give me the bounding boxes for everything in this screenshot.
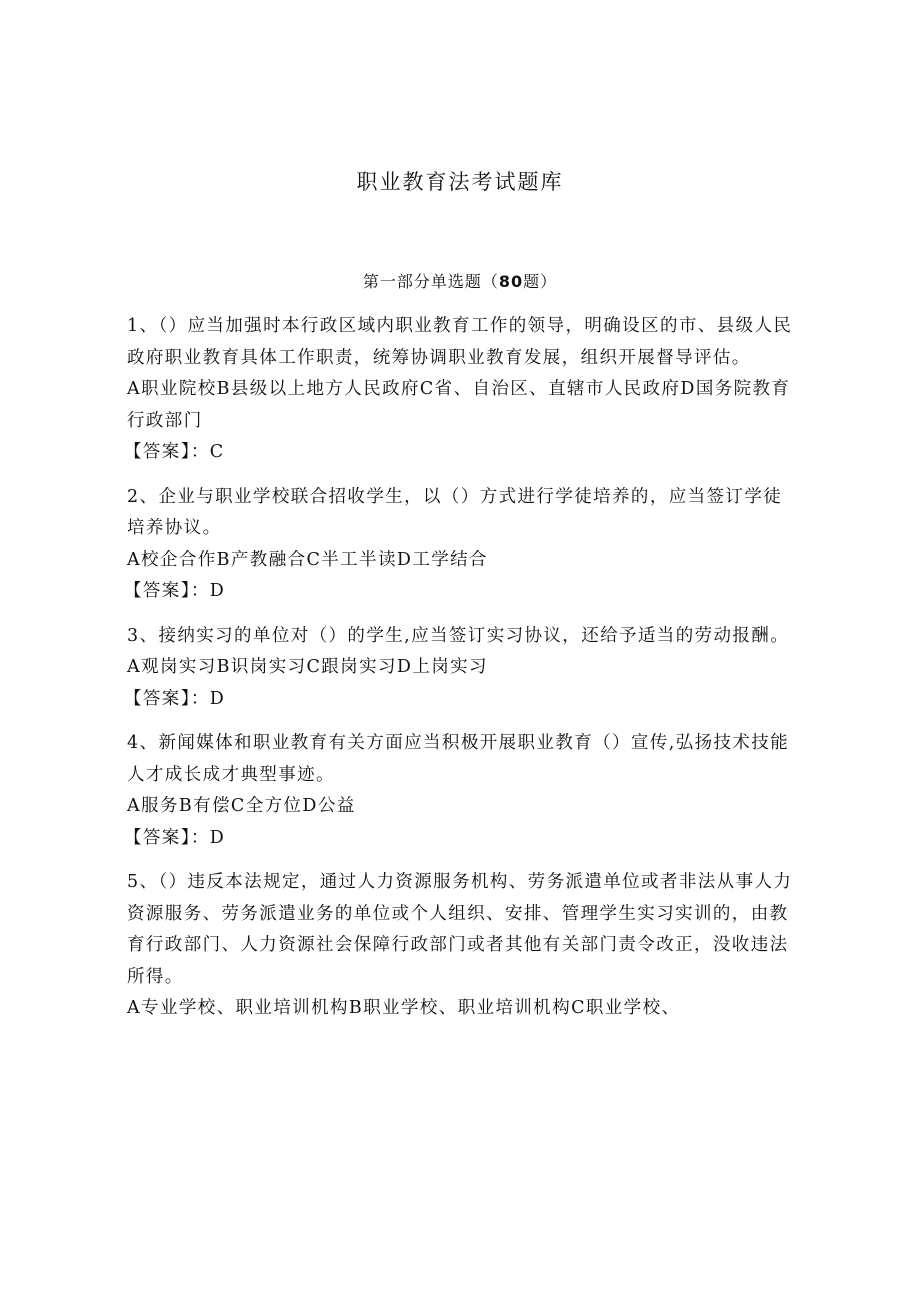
document-title: 职业教育法考试题库 — [356, 170, 564, 194]
answer-label: 【答案】： — [124, 688, 210, 709]
answer-label: 【答案】： — [124, 442, 210, 462]
question-2 — [124, 482, 797, 608]
question-number: 1、 — [127, 316, 159, 336]
question-text — [127, 621, 797, 653]
question-5 — [127, 867, 797, 1025]
question-1 — [124, 311, 797, 469]
question-answer — [124, 684, 797, 716]
question-4 — [124, 728, 797, 854]
question-text — [127, 482, 797, 545]
question-options: A观岗实习B识岗实习C跟岗实习D上岗实习 — [127, 657, 488, 677]
answer-value: C — [209, 442, 225, 462]
question-text — [127, 311, 797, 374]
section-heading — [0, 268, 920, 296]
question-list — [124, 311, 797, 1038]
question-3 — [124, 621, 797, 716]
question-stem: （）违反本法规定，通过人力资源服务机构、劳务派遣单位或者非法从事人力资源服务、劳务派遣业务的单位或个人组织、安排、管理学生实习实训的，由教育行政部门、人力资源社会保障行政部门或者其他有关部门责令改正，没收违法所得。 — [127, 872, 793, 987]
answer-label: 【答案】： — [124, 581, 210, 601]
question-options: A职业院校B县级以上地方人民政府C省、自治区、直辖市人民政府D国务院教育行政部门 — [127, 379, 791, 431]
question-number: 5、 — [127, 872, 159, 892]
section-question-count: 80 — [498, 272, 524, 291]
question-number: 2、 — [127, 486, 159, 507]
section-label: 第一部分单选题（ — [362, 272, 499, 291]
question-number: 4、 — [127, 733, 159, 753]
question-options: A服务B有偿C全方位D公益 — [127, 796, 356, 816]
answer-value: D — [209, 581, 226, 601]
question-stem: （）应当加强时本行政区域内职业教育工作的领导，明确设区的市、县级人民政府职业教育具体工作职责，统筹协调职业教育发展，组织开展督导评估。 — [127, 316, 793, 368]
question-text — [127, 728, 797, 791]
question-stem: 新闻媒体和职业教育有关方面应当积极开展职业教育（）宣传,弘扬技术技能人才成长成才典型事迹。 — [127, 733, 790, 785]
answer-label: 【答案】： — [124, 827, 210, 848]
question-answer — [124, 437, 797, 469]
question-stem: 接纳实习的单位对（）的学生,应当签订实习协议，还给予适当的劳动报酬。 — [158, 625, 790, 646]
question-answer — [124, 576, 797, 608]
question-number: 3、 — [127, 625, 159, 646]
question-options: A专业学校、职业培训机构B职业学校、职业培训机构C职业学校、 — [127, 998, 681, 1018]
section-suffix: 题） — [523, 272, 558, 291]
question-options: A校企合作B产教融合C半工半读D工学结合 — [127, 549, 488, 570]
answer-value: D — [209, 827, 226, 848]
answer-value: D — [209, 688, 226, 709]
question-stem: 企业与职业学校联合招收学生，以（）方式进行学徒培养的，应当签订学徒培养协议。 — [127, 486, 783, 538]
question-answer — [124, 823, 797, 855]
question-text — [127, 867, 797, 993]
